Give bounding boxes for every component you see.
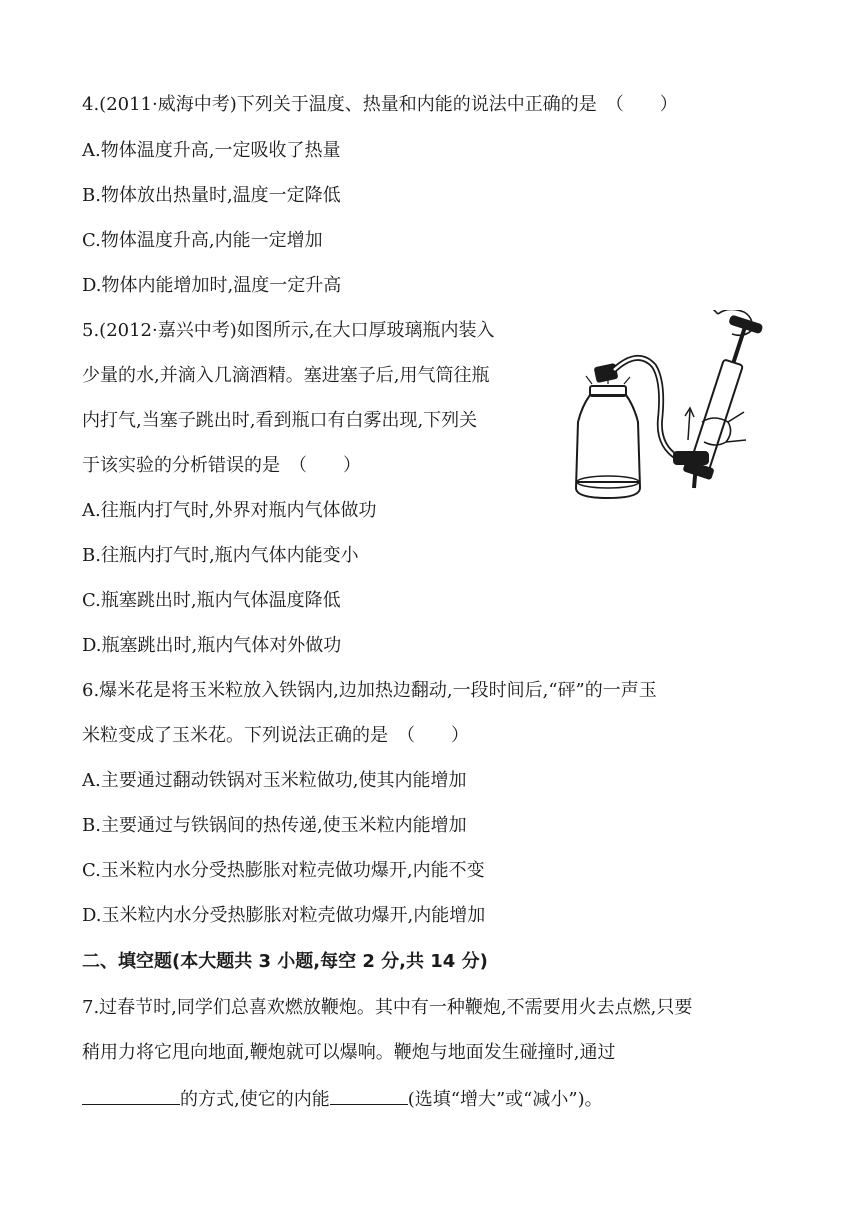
q6-option-d: D.玉米粒内水分受热膨胀对粒壳做功爆开,内能增加 [82,905,486,926]
q5-option-a: A.往瓶内打气时,外界对瓶内气体做功 [82,500,377,521]
bottle-pump-figure [568,310,778,510]
hose [614,358,678,458]
q6-option-a: A.主要通过翻动铁锅对玉米粒做功,使其内能增加 [82,770,467,791]
q7-part-end: (选填“增大”或“减小”)。 [407,1089,603,1110]
q5-option-d: D.瓶塞跳出时,瓶内气体对外做功 [82,635,342,656]
q6-option-c: C.玉米粒内水分受热膨胀对粒壳做功爆开,内能不变 [82,860,485,881]
q7-line2: 稍用力将它甩向地面,鞭炮就可以爆响。鞭炮与地面发生碰撞时,通过 [82,1042,616,1063]
q5-option-b: B.往瓶内打气时,瓶内气体内能变小 [82,545,359,566]
q5-option-c: C.瓶塞跳出时,瓶内气体温度降低 [82,590,341,611]
section-heading: 二、填空题(本大题共 3 小题,每空 2 分,共 14 分) [82,951,488,972]
q4-option-a: A.物体温度升高,一定吸收了热量 [82,140,341,161]
q6-stem-line2: 米粒变成了玉米花。下列说法正确的是 （ ） [82,725,469,746]
q5-stem-line2: 少量的水,并滴入几滴酒精。塞进塞子后,用气筒往瓶 [82,365,490,386]
q5-stem-line3: 内打气,当塞子跳出时,看到瓶口有白雾出现,下列关 [82,410,478,431]
q5-stem-line4: 于该实验的分析错误的是 （ ） [82,455,361,476]
q7-part-mid: 的方式,使它的内能 [180,1089,330,1110]
q7-line1: 7.过春节时,同学们总喜欢燃放鞭炮。其中有一种鞭炮,不需要用火去点燃,只要 [82,997,693,1018]
q6-option-b: B.主要通过与铁锅间的热传递,使玉米粒内能增加 [82,815,467,836]
q5-stem-line1: 5.(2012·嘉兴中考)如图所示,在大口厚玻璃瓶内装入 [82,320,495,341]
q4-option-d: D.物体内能增加时,温度一定升高 [82,275,342,296]
q6-stem-line1: 6.爆米花是将玉米粒放入铁锅内,边加热边翻动,一段时间后,“砰”的一声玉 [82,680,657,701]
answer-blank-1[interactable] [82,1086,180,1105]
answer-blank-2[interactable] [330,1086,408,1105]
lower-hand [702,418,731,445]
q4-option-c: C.物体温度升高,内能一定增加 [82,230,323,251]
q4-option-b: B.物体放出热量时,温度一定降低 [82,185,341,206]
q7-line3 [82,1086,603,1112]
q4-stem: 4.(2011·威海中考)下列关于温度、热量和内能的说法中正确的是 （ ） [82,94,678,115]
